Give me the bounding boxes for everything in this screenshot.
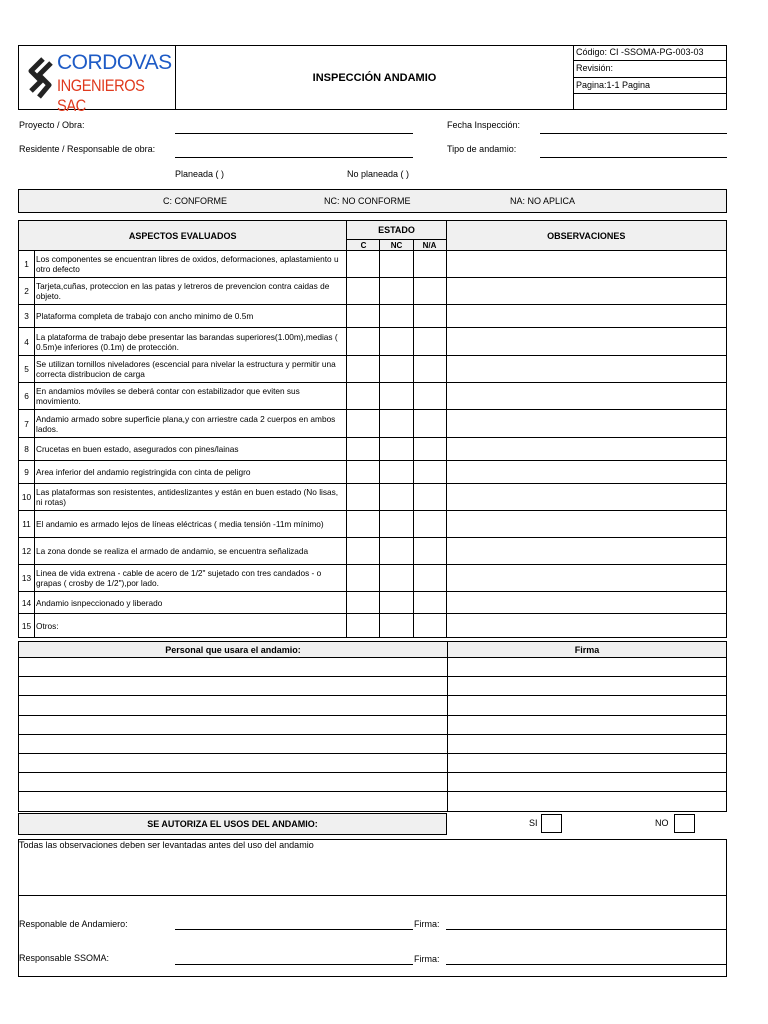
row-estado-nc[interactable] <box>380 614 413 638</box>
row-estado-na[interactable] <box>413 305 446 328</box>
row-estado-na[interactable] <box>413 328 446 356</box>
personal-firma-cell[interactable] <box>448 715 727 734</box>
row-number: 8 <box>19 438 35 461</box>
personal-table <box>18 641 727 812</box>
personal-name-cell[interactable] <box>19 658 448 677</box>
row-number: 13 <box>19 565 35 592</box>
row-estado-na[interactable] <box>413 511 446 538</box>
row-number: 6 <box>19 383 35 410</box>
row-number: 9 <box>19 461 35 484</box>
observations-note: Todas las observaciones deben ser levantadas antes del uso del andamio <box>19 840 314 850</box>
logo-name: CORDOVAS <box>57 51 172 74</box>
firma-andamiero-label: Firma: <box>414 919 440 929</box>
row-number: 11 <box>19 511 35 538</box>
personal-row[interactable] <box>19 773 727 792</box>
document-info <box>573 45 727 110</box>
row-number: 15 <box>19 614 35 638</box>
inspection-row <box>19 592 727 614</box>
row-estado-c[interactable] <box>347 410 380 438</box>
no-planeada-option[interactable]: No planeada ( ) <box>347 169 410 179</box>
footer-divider <box>18 895 727 896</box>
row-estado-c[interactable] <box>347 305 380 328</box>
row-estado-nc[interactable] <box>380 410 413 438</box>
row-observacion[interactable] <box>446 592 726 614</box>
row-estado-nc[interactable] <box>380 461 413 484</box>
row-estado-na[interactable] <box>413 538 446 565</box>
firma-ssoma-field[interactable] <box>446 964 727 965</box>
row-estado-c[interactable] <box>347 614 380 638</box>
row-number: 12 <box>19 538 35 565</box>
aspectos-header: ASPECTOS EVALUADOS <box>19 221 347 251</box>
row-estado-nc[interactable] <box>380 251 413 278</box>
personal-row[interactable] <box>19 715 727 734</box>
row-estado-nc[interactable] <box>380 383 413 410</box>
row-observacion[interactable] <box>446 356 726 383</box>
residente-field[interactable] <box>175 157 413 158</box>
personal-row[interactable] <box>19 734 727 753</box>
row-number: 5 <box>19 356 35 383</box>
personal-name-cell[interactable] <box>19 677 448 696</box>
personal-name-cell[interactable] <box>19 792 448 811</box>
row-estado-nc[interactable] <box>380 538 413 565</box>
no-checkbox[interactable] <box>674 814 695 833</box>
personal-name-cell[interactable] <box>19 734 448 753</box>
inspection-row <box>19 251 727 278</box>
row-estado-na[interactable] <box>413 461 446 484</box>
row-estado-c[interactable] <box>347 484 380 511</box>
estado-nc-header: NC <box>380 240 413 251</box>
row-estado-na[interactable] <box>413 438 446 461</box>
row-observacion[interactable] <box>446 305 726 328</box>
row-aspect: Las plataformas son resistentes, antideslizantes y están en buen estado (No lisas, ni rotas) <box>35 484 347 511</box>
row-estado-na[interactable] <box>413 410 446 438</box>
personal-row[interactable] <box>19 677 727 696</box>
personal-firma-cell[interactable] <box>448 696 727 715</box>
tipo-label: Tipo de andamio: <box>447 144 517 154</box>
personal-header: Personal que usara el andamio: <box>19 642 448 658</box>
row-estado-na[interactable] <box>413 356 446 383</box>
firma-header: Firma <box>448 642 727 658</box>
resp-ssoma-field[interactable] <box>175 964 413 965</box>
document-revision: Revisión: <box>574 61 727 77</box>
row-aspect: Linea de vida extrena - cable de acero de 1/2" sujetado con tres candados - o grapas ( crosby de 1/2"),por lado. <box>35 565 347 592</box>
row-aspect: Plataforma completa de trabajo con ancho minimo de 0.5m <box>35 305 347 328</box>
document-code: Código: CI -SSOMA-PG-003-03 <box>574 45 727 61</box>
row-estado-nc[interactable] <box>380 305 413 328</box>
inspection-table <box>18 220 727 638</box>
row-estado-c[interactable] <box>347 251 380 278</box>
row-estado-na[interactable] <box>413 484 446 511</box>
inspection-row <box>19 328 727 356</box>
si-checkbox[interactable] <box>541 814 562 833</box>
personal-row[interactable] <box>19 753 727 772</box>
row-aspect: Area inferior del andamio registringida con cinta de peligro <box>35 461 347 484</box>
personal-firma-cell[interactable] <box>448 792 727 811</box>
row-estado-nc[interactable] <box>380 328 413 356</box>
row-number: 2 <box>19 278 35 305</box>
logo-mark-icon <box>21 53 61 103</box>
proyecto-field[interactable] <box>175 133 413 134</box>
row-number: 10 <box>19 484 35 511</box>
fecha-field[interactable] <box>540 133 727 134</box>
row-aspect: Andamio armado sobre superficie plana,y con arriestre cada 2 cuerpos en ambos lados. <box>35 410 347 438</box>
estado-na-header: N/A <box>413 240 446 251</box>
row-aspect: La zona donde se realiza el armado de andamio, se encuentra señalizada <box>35 538 347 565</box>
resp-ssoma-label: Responsable SSOMA: <box>19 953 110 963</box>
legend-no-conforme: NC: NO CONFORME <box>324 196 411 206</box>
inspection-row <box>19 410 727 438</box>
personal-name-cell[interactable] <box>19 773 448 792</box>
row-aspect: Los componentes se encuentran libres de oxidos, deformaciones, aplastamiento u otro defecto <box>35 251 347 278</box>
row-estado-na[interactable] <box>413 614 446 638</box>
row-estado-c[interactable] <box>347 538 380 565</box>
inspection-row <box>19 614 727 638</box>
row-estado-na[interactable] <box>413 592 446 614</box>
fecha-label: Fecha Inspección: <box>447 120 521 130</box>
row-aspect: Tarjeta,cuñas, proteccion en las patas y letreros de prevencion contra caidas de objeto. <box>35 278 347 305</box>
planeada-option[interactable]: Planeada ( ) <box>175 169 225 179</box>
inspection-row <box>19 538 727 565</box>
row-estado-c[interactable] <box>347 461 380 484</box>
legend-conforme: C: CONFORME <box>163 196 227 206</box>
personal-firma-cell[interactable] <box>448 773 727 792</box>
row-estado-c[interactable] <box>347 278 380 305</box>
row-aspect: El andamio es armado lejos de líneas eléctricas ( media tensión -11m mínimo) <box>35 511 347 538</box>
row-number: 1 <box>19 251 35 278</box>
personal-firma-cell[interactable] <box>448 753 727 772</box>
proyecto-label: Proyecto / Obra: <box>19 120 85 130</box>
personal-row[interactable] <box>19 792 727 811</box>
row-observacion[interactable] <box>446 410 726 438</box>
row-estado-nc[interactable] <box>380 565 413 592</box>
row-estado-nc[interactable] <box>380 438 413 461</box>
row-aspect: Otros: <box>35 614 347 638</box>
inspection-row <box>19 565 727 592</box>
row-estado-nc[interactable] <box>380 278 413 305</box>
row-estado-na[interactable] <box>413 278 446 305</box>
row-estado-c[interactable] <box>347 356 380 383</box>
row-estado-na[interactable] <box>413 565 446 592</box>
personal-name-cell[interactable] <box>19 753 448 772</box>
row-estado-nc[interactable] <box>380 592 413 614</box>
row-estado-c[interactable] <box>347 565 380 592</box>
row-estado-c[interactable] <box>347 383 380 410</box>
personal-firma-cell[interactable] <box>448 658 727 677</box>
row-estado-nc[interactable] <box>380 484 413 511</box>
inspection-row <box>19 484 727 511</box>
row-estado-na[interactable] <box>413 383 446 410</box>
row-estado-na[interactable] <box>413 251 446 278</box>
resp-andamiero-label: Responable de Andamiero: <box>19 919 128 929</box>
footer-box <box>18 839 727 977</box>
personal-firma-cell[interactable] <box>448 734 727 753</box>
row-estado-c[interactable] <box>347 438 380 461</box>
row-observacion[interactable] <box>446 383 726 410</box>
row-aspect: La plataforma de trabajo debe presentar las barandas superiores(1.00m),medias ( 0.5m)e inferiores (0.1m) de protección. <box>35 328 347 356</box>
row-observacion[interactable] <box>446 511 726 538</box>
inspection-row <box>19 438 727 461</box>
row-estado-nc[interactable] <box>380 356 413 383</box>
inspection-row <box>19 511 727 538</box>
personal-name-cell[interactable] <box>19 696 448 715</box>
company-logo <box>18 45 176 115</box>
row-number: 4 <box>19 328 35 356</box>
tipo-field[interactable] <box>540 157 727 158</box>
row-observacion[interactable] <box>446 251 726 278</box>
legend-no-aplica: NA: NO APLICA <box>510 196 576 206</box>
form-title: INSPECCIÓN ANDAMIO <box>312 71 437 84</box>
row-number: 3 <box>19 305 35 328</box>
observaciones-header: OBSERVACIONES <box>446 221 726 251</box>
row-observacion[interactable] <box>446 538 726 565</box>
document-page: Pagina:1-1 Pagina <box>574 78 727 94</box>
personal-row[interactable] <box>19 696 727 715</box>
row-observacion[interactable] <box>446 614 726 638</box>
inspection-row <box>19 278 727 305</box>
personal-firma-cell[interactable] <box>448 677 727 696</box>
row-estado-c[interactable] <box>347 328 380 356</box>
row-estado-c[interactable] <box>347 592 380 614</box>
row-estado-c[interactable] <box>347 511 380 538</box>
resp-andamiero-field[interactable] <box>175 929 413 930</box>
row-aspect: Andamio isnpeccionado y liberado <box>35 592 347 614</box>
row-observacion[interactable] <box>446 565 726 592</box>
row-estado-nc[interactable] <box>380 511 413 538</box>
legend-bar <box>18 189 727 213</box>
row-observacion[interactable] <box>446 484 726 511</box>
firma-andamiero-field[interactable] <box>446 929 727 930</box>
row-number: 7 <box>19 410 35 438</box>
document-blank <box>574 94 727 110</box>
authorization-label: SE AUTORIZA EL USOS DEL ANDAMIO: <box>18 813 447 835</box>
row-aspect: En andamios móviles se deberá contar con estabilizador que eviten sus movimiento. <box>35 383 347 410</box>
inspection-row <box>19 305 727 328</box>
firma-ssoma-label: Firma: <box>414 954 440 964</box>
row-aspect: Crucetas en buen estado, asegurados con pines/lainas <box>35 438 347 461</box>
inspection-row <box>19 383 727 410</box>
row-observacion[interactable] <box>446 438 726 461</box>
no-label: NO <box>655 818 669 828</box>
row-observacion[interactable] <box>446 328 726 356</box>
row-observacion[interactable] <box>446 278 726 305</box>
row-number: 14 <box>19 592 35 614</box>
estado-header: ESTADO <box>347 221 446 240</box>
inspection-row <box>19 461 727 484</box>
personal-name-cell[interactable] <box>19 715 448 734</box>
residente-label: Residente / Responsable de obra: <box>19 144 156 154</box>
si-label: SI <box>529 818 538 828</box>
inspection-row <box>19 356 727 383</box>
estado-c-header: C <box>347 240 380 251</box>
logo-subname: INGENIEROS SAC <box>57 76 145 115</box>
personal-row[interactable] <box>19 658 727 677</box>
row-observacion[interactable] <box>446 461 726 484</box>
row-aspect: Se utilizan tornillos niveladores (escencial para nivelar la estructura y permitir una correcta distribucion de carga <box>35 356 347 383</box>
